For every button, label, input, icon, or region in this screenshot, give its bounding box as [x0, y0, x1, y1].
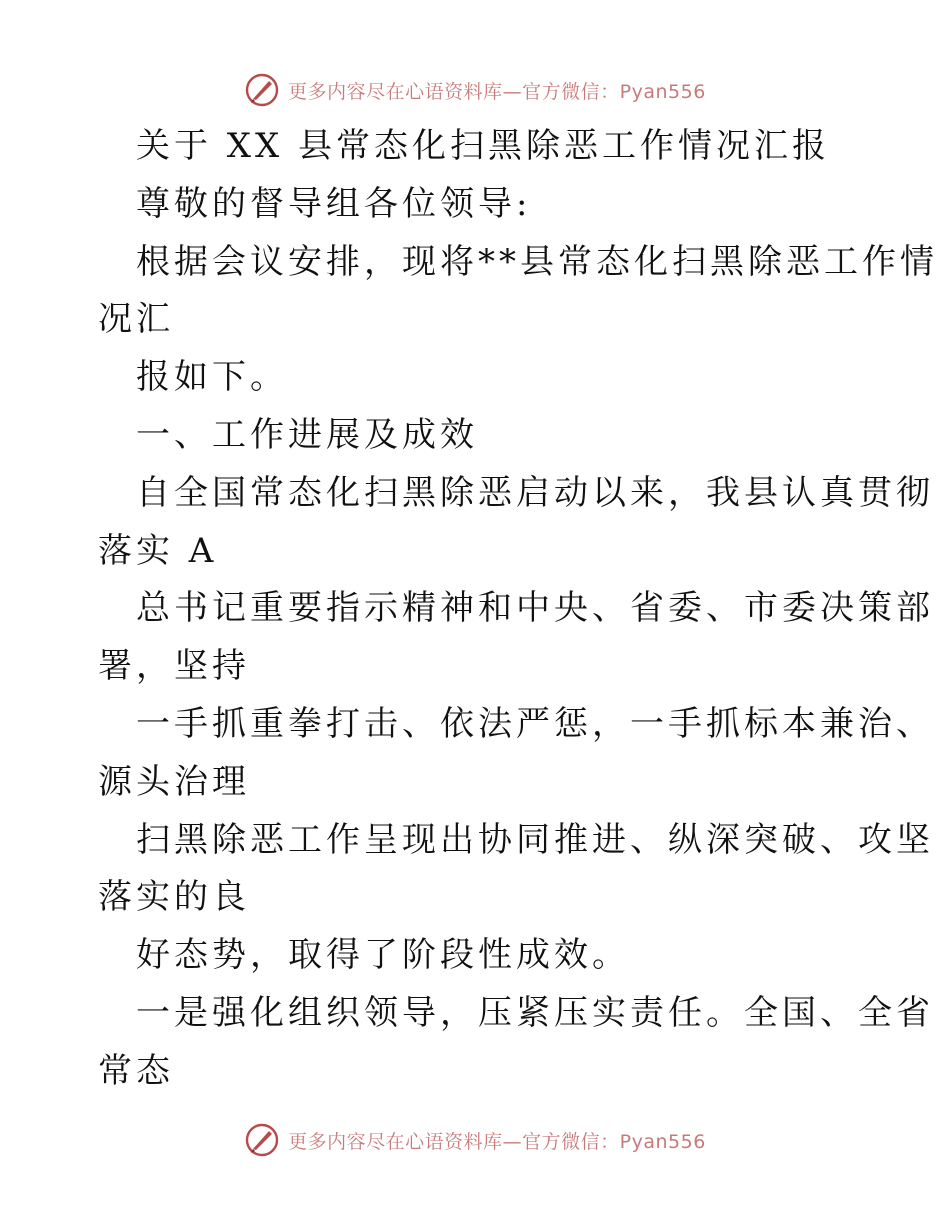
- document-body: [98, 118, 938, 1101]
- footer-watermark-banner: [0, 1118, 950, 1162]
- document-line: 自全国常态化扫黑除恶启动以来，我县认真贯彻: [136, 472, 934, 513]
- document-line: 根据会议安排，现将**县常态化扫黑除恶工作情: [136, 241, 938, 282]
- document-line: 一、工作进展及成效: [136, 414, 478, 455]
- document-line: 关于 XX 县常态化扫黑除恶工作情况汇报: [136, 126, 831, 166]
- footer-watermark-text: 更多内容尽在心语资料库—官方微信：Pyan556: [288, 1130, 706, 1153]
- document-line: 尊敬的督导组各位领导:: [136, 183, 532, 224]
- header-watermark-banner: [0, 68, 950, 112]
- document-line: 常态: [98, 1050, 174, 1091]
- document-line: 扫黑除恶工作呈现出协同推进、纵深突破、攻坚: [136, 819, 934, 860]
- quill-pen-logo-icon: [244, 1122, 280, 1158]
- document-line: 况汇: [98, 299, 174, 340]
- header-watermark-text: 更多内容尽在心语资料库—官方微信：Pyan556: [288, 80, 706, 103]
- document-line: 总书记重要指示精神和中央、省委、市委决策部: [136, 588, 934, 629]
- document-line: 署，坚持: [98, 646, 250, 687]
- document-line: 源头治理: [98, 761, 250, 802]
- document-line: 好态势，取得了阶段性成效。: [136, 935, 630, 976]
- quill-pen-logo-icon: [244, 72, 280, 108]
- document-line: 一是强化组织领导，压紧压实责任。全国、全省: [136, 992, 934, 1033]
- document-line: 一手抓重拳打击、依法严惩，一手抓标本兼治、: [136, 703, 934, 744]
- document-line: 落实 A: [98, 530, 218, 571]
- document-line: 落实的良: [98, 877, 250, 918]
- document-line: 报如下。: [136, 357, 288, 398]
